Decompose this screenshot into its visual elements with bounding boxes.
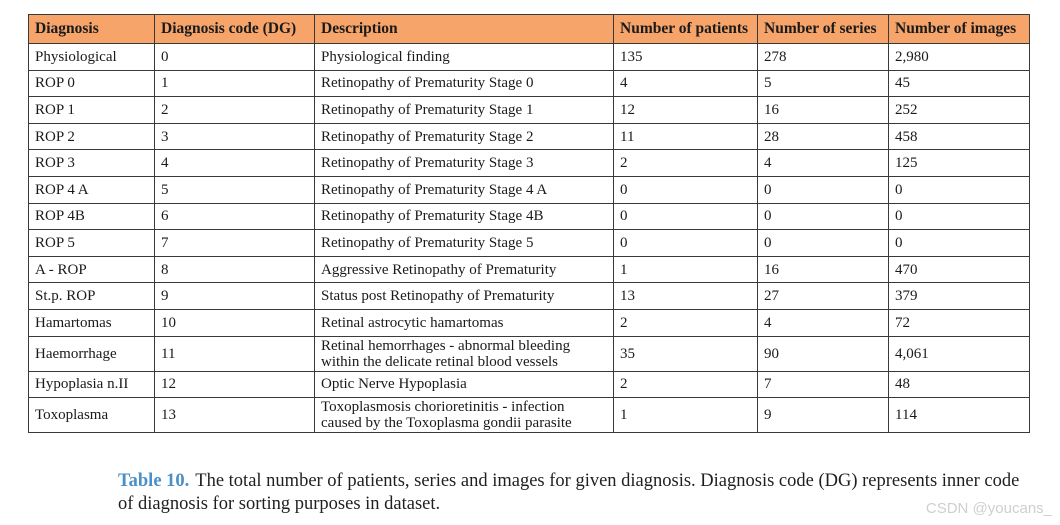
cell-code: 5 <box>155 176 315 203</box>
cell-patients: 12 <box>614 97 758 124</box>
table-row <box>29 256 1030 283</box>
cell-description: Retinopathy of Prematurity Stage 4 A <box>315 176 614 203</box>
cell-images: 0 <box>889 203 1030 230</box>
cell-images: 2,980 <box>889 44 1030 71</box>
cell-description: Status post Retinopathy of Prematurity <box>315 283 614 310</box>
cell-patients: 0 <box>614 203 758 230</box>
cell-diagnosis: ROP 3 <box>29 150 155 177</box>
cell-patients: 1 <box>614 256 758 283</box>
cell-code: 0 <box>155 44 315 71</box>
caption-text: The total number of patients, series and images for given diagnosis. Diagnosis code (DG) represents inner code of diagnosis for sorting purposes in dataset. <box>118 471 1020 514</box>
table-header-row <box>29 15 1030 44</box>
header-description: Description <box>315 15 614 44</box>
cell-description: Retinopathy of Prematurity Stage 3 <box>315 150 614 177</box>
cell-series: 0 <box>758 203 889 230</box>
cell-patients: 135 <box>614 44 758 71</box>
cell-diagnosis: ROP 2 <box>29 123 155 150</box>
cell-code: 4 <box>155 150 315 177</box>
header-number-of-series: Number of series <box>758 15 889 44</box>
table-row <box>29 97 1030 124</box>
cell-series: 16 <box>758 256 889 283</box>
cell-description: Optic Nerve Hypoplasia <box>315 371 614 398</box>
cell-images: 252 <box>889 97 1030 124</box>
cell-description: Aggressive Retinopathy of Prematurity <box>315 256 614 283</box>
header-number-of-patients: Number of patients <box>614 15 758 44</box>
cell-code: 9 <box>155 283 315 310</box>
cell-images: 458 <box>889 123 1030 150</box>
cell-series: 4 <box>758 309 889 336</box>
cell-images: 125 <box>889 150 1030 177</box>
cell-images: 470 <box>889 256 1030 283</box>
table-row <box>29 309 1030 336</box>
caption-label: Table 10. <box>118 471 190 491</box>
cell-description: Physiological finding <box>315 44 614 71</box>
cell-series: 0 <box>758 230 889 257</box>
cell-diagnosis: ROP 1 <box>29 97 155 124</box>
table-caption <box>118 470 1038 516</box>
cell-series: 278 <box>758 44 889 71</box>
cell-diagnosis: ROP 5 <box>29 230 155 257</box>
diagnosis-table <box>28 14 1030 433</box>
cell-patients: 1 <box>614 398 758 433</box>
cell-code: 12 <box>155 371 315 398</box>
cell-code: 11 <box>155 336 315 371</box>
header-diagnosis: Diagnosis <box>29 15 155 44</box>
cell-series: 9 <box>758 398 889 433</box>
cell-patients: 2 <box>614 309 758 336</box>
cell-images: 4,061 <box>889 336 1030 371</box>
cell-description: Retinal astrocytic hamartomas <box>315 309 614 336</box>
cell-series: 0 <box>758 176 889 203</box>
cell-patients: 0 <box>614 230 758 257</box>
cell-patients: 0 <box>614 176 758 203</box>
cell-description: Retinopathy of Prematurity Stage 0 <box>315 70 614 97</box>
cell-code: 2 <box>155 97 315 124</box>
cell-series: 90 <box>758 336 889 371</box>
cell-patients: 2 <box>614 150 758 177</box>
cell-diagnosis: Hypoplasia n.II <box>29 371 155 398</box>
cell-series: 27 <box>758 283 889 310</box>
table-row <box>29 70 1030 97</box>
watermark: CSDN @youcans_ <box>925 500 1052 517</box>
header-diagnosis-code: Diagnosis code (DG) <box>155 15 315 44</box>
cell-patients: 2 <box>614 371 758 398</box>
cell-code: 3 <box>155 123 315 150</box>
cell-images: 0 <box>889 176 1030 203</box>
table-row <box>29 150 1030 177</box>
cell-series: 4 <box>758 150 889 177</box>
cell-code: 13 <box>155 398 315 433</box>
table-row <box>29 203 1030 230</box>
cell-description: Retinopathy of Prematurity Stage 2 <box>315 123 614 150</box>
cell-code: 8 <box>155 256 315 283</box>
table-row <box>29 283 1030 310</box>
cell-description: Retinal hemorrhages - abnormal bleeding within the delicate retinal blood vessels <box>315 336 614 371</box>
cell-diagnosis: Hamartomas <box>29 309 155 336</box>
cell-images: 48 <box>889 371 1030 398</box>
cell-description: Retinopathy of Prematurity Stage 1 <box>315 97 614 124</box>
cell-series: 16 <box>758 97 889 124</box>
cell-description: Retinopathy of Prematurity Stage 5 <box>315 230 614 257</box>
table-row <box>29 398 1030 433</box>
cell-diagnosis: Haemorrhage <box>29 336 155 371</box>
cell-images: 379 <box>889 283 1030 310</box>
cell-images: 45 <box>889 70 1030 97</box>
cell-code: 6 <box>155 203 315 230</box>
cell-patients: 13 <box>614 283 758 310</box>
cell-description: Toxoplasmosis chorioretinitis - infection caused by the Toxoplasma gondii parasite <box>315 398 614 433</box>
header-number-of-images: Number of images <box>889 15 1030 44</box>
cell-diagnosis: St.p. ROP <box>29 283 155 310</box>
cell-code: 7 <box>155 230 315 257</box>
cell-diagnosis: Toxoplasma <box>29 398 155 433</box>
cell-diagnosis: Physiological <box>29 44 155 71</box>
cell-series: 7 <box>758 371 889 398</box>
cell-patients: 4 <box>614 70 758 97</box>
data-table-container <box>28 14 1029 433</box>
cell-diagnosis: ROP 4 A <box>29 176 155 203</box>
table-row <box>29 176 1030 203</box>
cell-patients: 11 <box>614 123 758 150</box>
cell-diagnosis: ROP 0 <box>29 70 155 97</box>
cell-diagnosis: A - ROP <box>29 256 155 283</box>
table-row <box>29 44 1030 71</box>
cell-description: Retinopathy of Prematurity Stage 4B <box>315 203 614 230</box>
cell-series: 5 <box>758 70 889 97</box>
cell-series: 28 <box>758 123 889 150</box>
cell-code: 1 <box>155 70 315 97</box>
table-row <box>29 123 1030 150</box>
cell-images: 72 <box>889 309 1030 336</box>
table-row <box>29 371 1030 398</box>
cell-images: 114 <box>889 398 1030 433</box>
cell-patients: 35 <box>614 336 758 371</box>
table-row <box>29 336 1030 371</box>
cell-images: 0 <box>889 230 1030 257</box>
table-row <box>29 230 1030 257</box>
cell-diagnosis: ROP 4B <box>29 203 155 230</box>
cell-code: 10 <box>155 309 315 336</box>
